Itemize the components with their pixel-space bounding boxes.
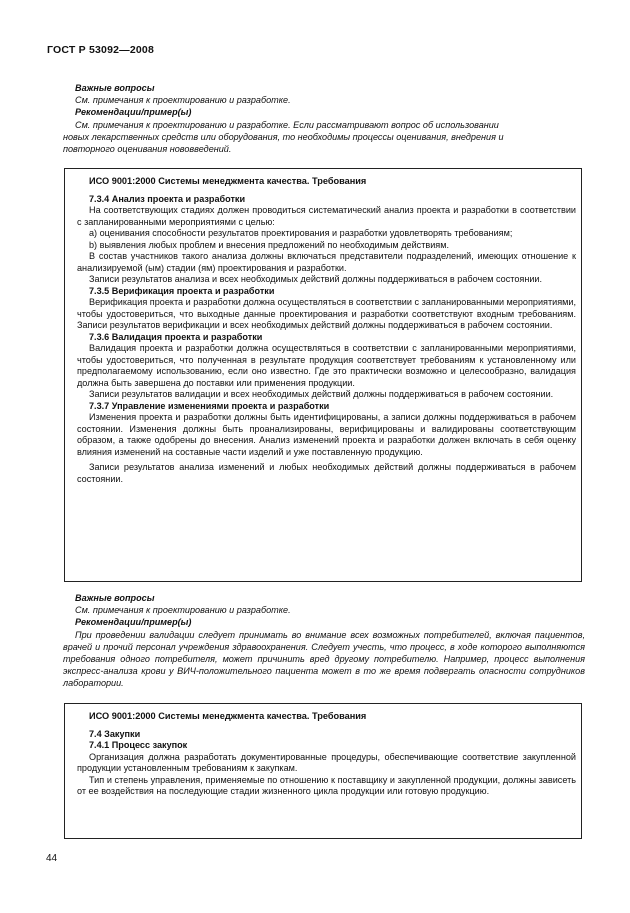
notes-block-2 xyxy=(63,592,585,690)
clause-heading: 7.4.1 Процесс закупок xyxy=(89,740,188,750)
clause-text: Валидация проекта и разработки должна осуществляться в соответствии с запланированными мероприятиями, чтобы удостовериться, что полученная в результате продукция соответствует требованиям к установленному или предполагаемому использованию, если оно известно. Где это практически возможно и целесообразно, валидация должна быть завершена до поставки или применения продукции. xyxy=(77,343,576,388)
clause-text: Записи результатов валидации и всех необходимых действий должны поддерживаться в рабочем состоянии. xyxy=(89,389,554,399)
iso-requirements-box-2 xyxy=(64,703,582,839)
section-heading: Рекомендации/пример(ы) xyxy=(75,617,192,628)
list-item: b) выявления любых проблем и внесения предложений по необходимым действиям. xyxy=(89,239,449,250)
clause-heading: 7.3.4 Анализ проекта и разработки xyxy=(89,193,246,204)
page-number: 44 xyxy=(46,853,58,864)
section-heading: Важные вопросы xyxy=(75,593,155,603)
note-text: повторного оценивания нововведений. xyxy=(63,144,232,155)
note-text: См. примечания к проектированию и разработке. xyxy=(75,95,291,106)
note-text: новых лекарственных средств или оборудования, то необходимы процессы оценивания, внедрения и xyxy=(63,131,504,142)
note-text: См. примечания к проектированию и разработке. Если рассматривают вопрос об использовании xyxy=(75,119,499,130)
note-text: При проведении валидации следует принимать во внимание всех возможных потребителей, включая пациентов, врачей и прочий персонал учреждения здравоохранения. Следует учесть, что процесс, в ходе которого выполняются требования одного потребителя, может причинить вред другому потребителю. Например, процесс выполнения экспресс-анализа крови у ВИЧ-положительного пациента может в то же время подвергать опасности сотрудников лаборатории. xyxy=(63,629,585,689)
clause-heading: 7.4 Закупки xyxy=(89,728,141,739)
page-header: ГОСТ Р 53092—2008 xyxy=(47,44,155,56)
clause-text: Верификация проекта и разработки должна осуществляться в соответствии с запланированными мероприятиями, чтобы удостовериться, что выходные данные проектирования и разработки соответствуют входным требованиям. Записи результатов верификации и всех необходимых действий должны поддерживаться в рабочем состоянии. xyxy=(77,297,576,330)
section-heading: Важные вопросы xyxy=(75,83,155,93)
clause-text: Записи результатов анализа изменений и любых необходимых действий должны поддерживаться в рабочем состоянии. xyxy=(77,462,576,484)
clause-heading: 7.3.6 Валидация проекта и разработки xyxy=(89,331,263,342)
box-title: ИСО 9001:2000 Системы менеджмента качества. Требования xyxy=(89,176,367,186)
section-heading: Рекомендации/пример(ы) xyxy=(75,107,192,118)
list-item: a) оценивания способности результатов проектирования и разработки удовлетворять требованиям; xyxy=(89,228,513,238)
clause-text: Тип и степень управления, применяемые по отношению к поставщику и закупленной продукции, должны зависеть от ее воздействия на последующие стадии жизненного цикла продукции или готовую продукцию. xyxy=(77,774,576,796)
note-text: См. примечания к проектированию и разработке. xyxy=(75,605,291,616)
clause-text: Организация должна разработать документированные процедуры, обеспечивающие соответствие закупленной продукции установленным требованиям к закупкам. xyxy=(77,751,576,773)
clause-text: На соответствующих стадиях должен проводиться систематический анализ проекта и разработки в соответствии с запланированными мероприятиями с целью: xyxy=(77,205,576,227)
clause-heading: 7.3.7 Управление изменениями проекта и разработки xyxy=(89,400,330,411)
notes-block-1 xyxy=(63,82,585,155)
clause-text: Записи результатов анализа и всех необходимых действий должны поддерживаться в рабочем состоянии. xyxy=(89,274,543,284)
clause-text: В состав участников такого анализа должны включаться представители подразделений, имеющих отношение к анализируемой (ым) стадии (ям) проектирования и разработки. xyxy=(77,251,576,273)
clause-text: Изменения проекта и разработки должны быть идентифицированы, а записи должны поддерживаться в рабочем состоянии. Изменения должны быть проанализированы, верифицированы и валидированы соответствующим образом, а также одобрены до внесения. Анализ изменений проекта и разработки должен включать в себя оценку влияния изменений на составные части изделий и уже поставленную продукцию. xyxy=(77,412,576,457)
iso-requirements-box-1 xyxy=(64,168,582,582)
box-title: ИСО 9001:2000 Системы менеджмента качества. Требования xyxy=(89,711,367,721)
clause-heading: 7.3.5 Верификация проекта и разработки xyxy=(89,285,275,296)
